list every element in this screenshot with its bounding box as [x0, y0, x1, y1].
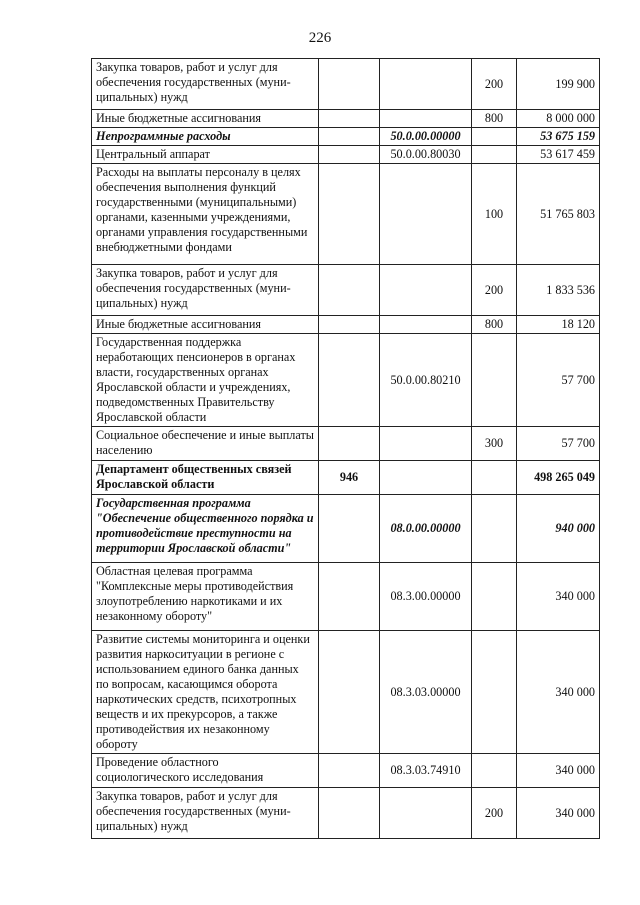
table-row	[92, 631, 600, 754]
row-amount-cell: 199 900	[517, 59, 600, 110]
row-target-article-cell	[380, 164, 472, 265]
row-department-code-cell	[319, 631, 380, 754]
row-name-cell: Государственная поддержка неработающих пенсионеров в органах власти, государственных органах Ярославской области и учреждениях, подведомственных Правительству Ярославской области	[92, 334, 319, 427]
row-name-cell: Социальное обеспечение и иные выплаты населению	[92, 427, 319, 461]
row-department-code-cell	[319, 128, 380, 146]
row-department-code-cell	[319, 563, 380, 631]
row-amount-cell: 340 000	[517, 563, 600, 631]
budget-table	[91, 58, 600, 839]
row-target-article-cell	[380, 110, 472, 128]
row-name-cell: Развитие системы мониторинга и оценки развития наркоситуации в регионе с использованием единого банка данных по вопросам, касающимся оборота наркотических средств, психотропных веществ и их прекурсоров, а также противодействия их незаконному обороту	[92, 631, 319, 754]
table-row	[92, 334, 600, 427]
page-number: 226	[308, 30, 332, 46]
row-amount-cell: 1 833 536	[517, 265, 600, 316]
row-amount-cell: 57 700	[517, 334, 600, 427]
row-expense-type-cell: 100	[472, 164, 517, 265]
row-target-article-cell: 08.3.03.74910	[380, 754, 472, 788]
table-row	[92, 164, 600, 265]
row-expense-type-cell	[472, 461, 517, 495]
row-target-article-cell	[380, 265, 472, 316]
row-department-code-cell	[319, 754, 380, 788]
row-department-code-cell	[319, 427, 380, 461]
row-expense-type-cell: 200	[472, 788, 517, 839]
row-amount-cell: 498 265 049	[517, 461, 600, 495]
row-department-code-cell	[319, 110, 380, 128]
row-target-article-cell	[380, 461, 472, 495]
row-expense-type-cell: 200	[472, 265, 517, 316]
table-row	[92, 110, 600, 128]
row-department-code-cell	[319, 316, 380, 334]
row-name-cell: Иные бюджетные ассигнования	[92, 316, 319, 334]
row-expense-type-cell	[472, 563, 517, 631]
budget-table-body	[92, 59, 600, 839]
table-row	[92, 146, 600, 164]
row-expense-type-cell: 800	[472, 316, 517, 334]
row-name-cell: Областная целевая программа "Комплексные меры противодействия злоупотреблению наркотиками и их незаконному обороту"	[92, 563, 319, 631]
row-amount-cell: 18 120	[517, 316, 600, 334]
row-target-article-cell: 50.0.00.80210	[380, 334, 472, 427]
row-department-code-cell	[319, 495, 380, 563]
row-expense-type-cell	[472, 128, 517, 146]
table-row	[92, 427, 600, 461]
row-department-code-cell	[319, 59, 380, 110]
row-department-code-cell	[319, 788, 380, 839]
row-amount-cell: 53 675 159	[517, 128, 600, 146]
row-amount-cell: 340 000	[517, 631, 600, 754]
table-row	[92, 59, 600, 110]
row-amount-cell: 57 700	[517, 427, 600, 461]
row-name-cell: Проведение областного социологического исследования	[92, 754, 319, 788]
row-expense-type-cell	[472, 146, 517, 164]
row-expense-type-cell	[472, 754, 517, 788]
table-row	[92, 495, 600, 563]
row-expense-type-cell: 200	[472, 59, 517, 110]
row-expense-type-cell: 300	[472, 427, 517, 461]
row-amount-cell: 51 765 803	[517, 164, 600, 265]
row-name-cell: Государственная программа "Обеспечение общественного порядка и противодействие преступности на территории Ярославской области"	[92, 495, 319, 563]
row-amount-cell: 340 000	[517, 754, 600, 788]
row-name-cell: Закупка товаров, работ и услуг для обеспечения государственных (муни-ципальных) нужд	[92, 788, 319, 839]
row-target-article-cell: 50.0.00.80030	[380, 146, 472, 164]
row-expense-type-cell	[472, 334, 517, 427]
row-amount-cell: 53 617 459	[517, 146, 600, 164]
row-amount-cell: 8 000 000	[517, 110, 600, 128]
row-expense-type-cell	[472, 495, 517, 563]
row-expense-type-cell: 800	[472, 110, 517, 128]
row-name-cell: Закупка товаров, работ и услуг для обеспечения государственных (муни-ципальных) нужд	[92, 265, 319, 316]
row-department-code-cell	[319, 265, 380, 316]
row-name-cell: Непрограммные расходы	[92, 128, 319, 146]
row-expense-type-cell	[472, 631, 517, 754]
table-row	[92, 754, 600, 788]
row-amount-cell: 340 000	[517, 788, 600, 839]
row-department-code-cell	[319, 146, 380, 164]
table-row	[92, 563, 600, 631]
row-target-article-cell: 08.3.03.00000	[380, 631, 472, 754]
row-department-code-cell	[319, 334, 380, 427]
row-target-article-cell	[380, 788, 472, 839]
table-row	[92, 316, 600, 334]
table-row	[92, 788, 600, 839]
row-amount-cell: 940 000	[517, 495, 600, 563]
row-name-cell: Закупка товаров, работ и услуг для обеспечения государственных (муни-ципальных) нужд	[92, 59, 319, 110]
row-name-cell: Расходы на выплаты персоналу в целях обеспечения выполнения функций государственными (муниципальными) органами, казенными учреждениями, органами управления государственными внебюджетными фондами	[92, 164, 319, 265]
table-row	[92, 461, 600, 495]
row-target-article-cell: 08.3.00.00000	[380, 563, 472, 631]
row-name-cell: Центральный аппарат	[92, 146, 319, 164]
row-target-article-cell	[380, 59, 472, 110]
row-target-article-cell: 08.0.00.00000	[380, 495, 472, 563]
row-department-code-cell: 946	[319, 461, 380, 495]
row-department-code-cell	[319, 164, 380, 265]
row-target-article-cell	[380, 316, 472, 334]
table-row	[92, 128, 600, 146]
row-target-article-cell: 50.0.00.00000	[380, 128, 472, 146]
row-target-article-cell	[380, 427, 472, 461]
row-name-cell: Иные бюджетные ассигнования	[92, 110, 319, 128]
table-row	[92, 265, 600, 316]
row-name-cell: Департамент общественных связей Ярославской области	[92, 461, 319, 495]
